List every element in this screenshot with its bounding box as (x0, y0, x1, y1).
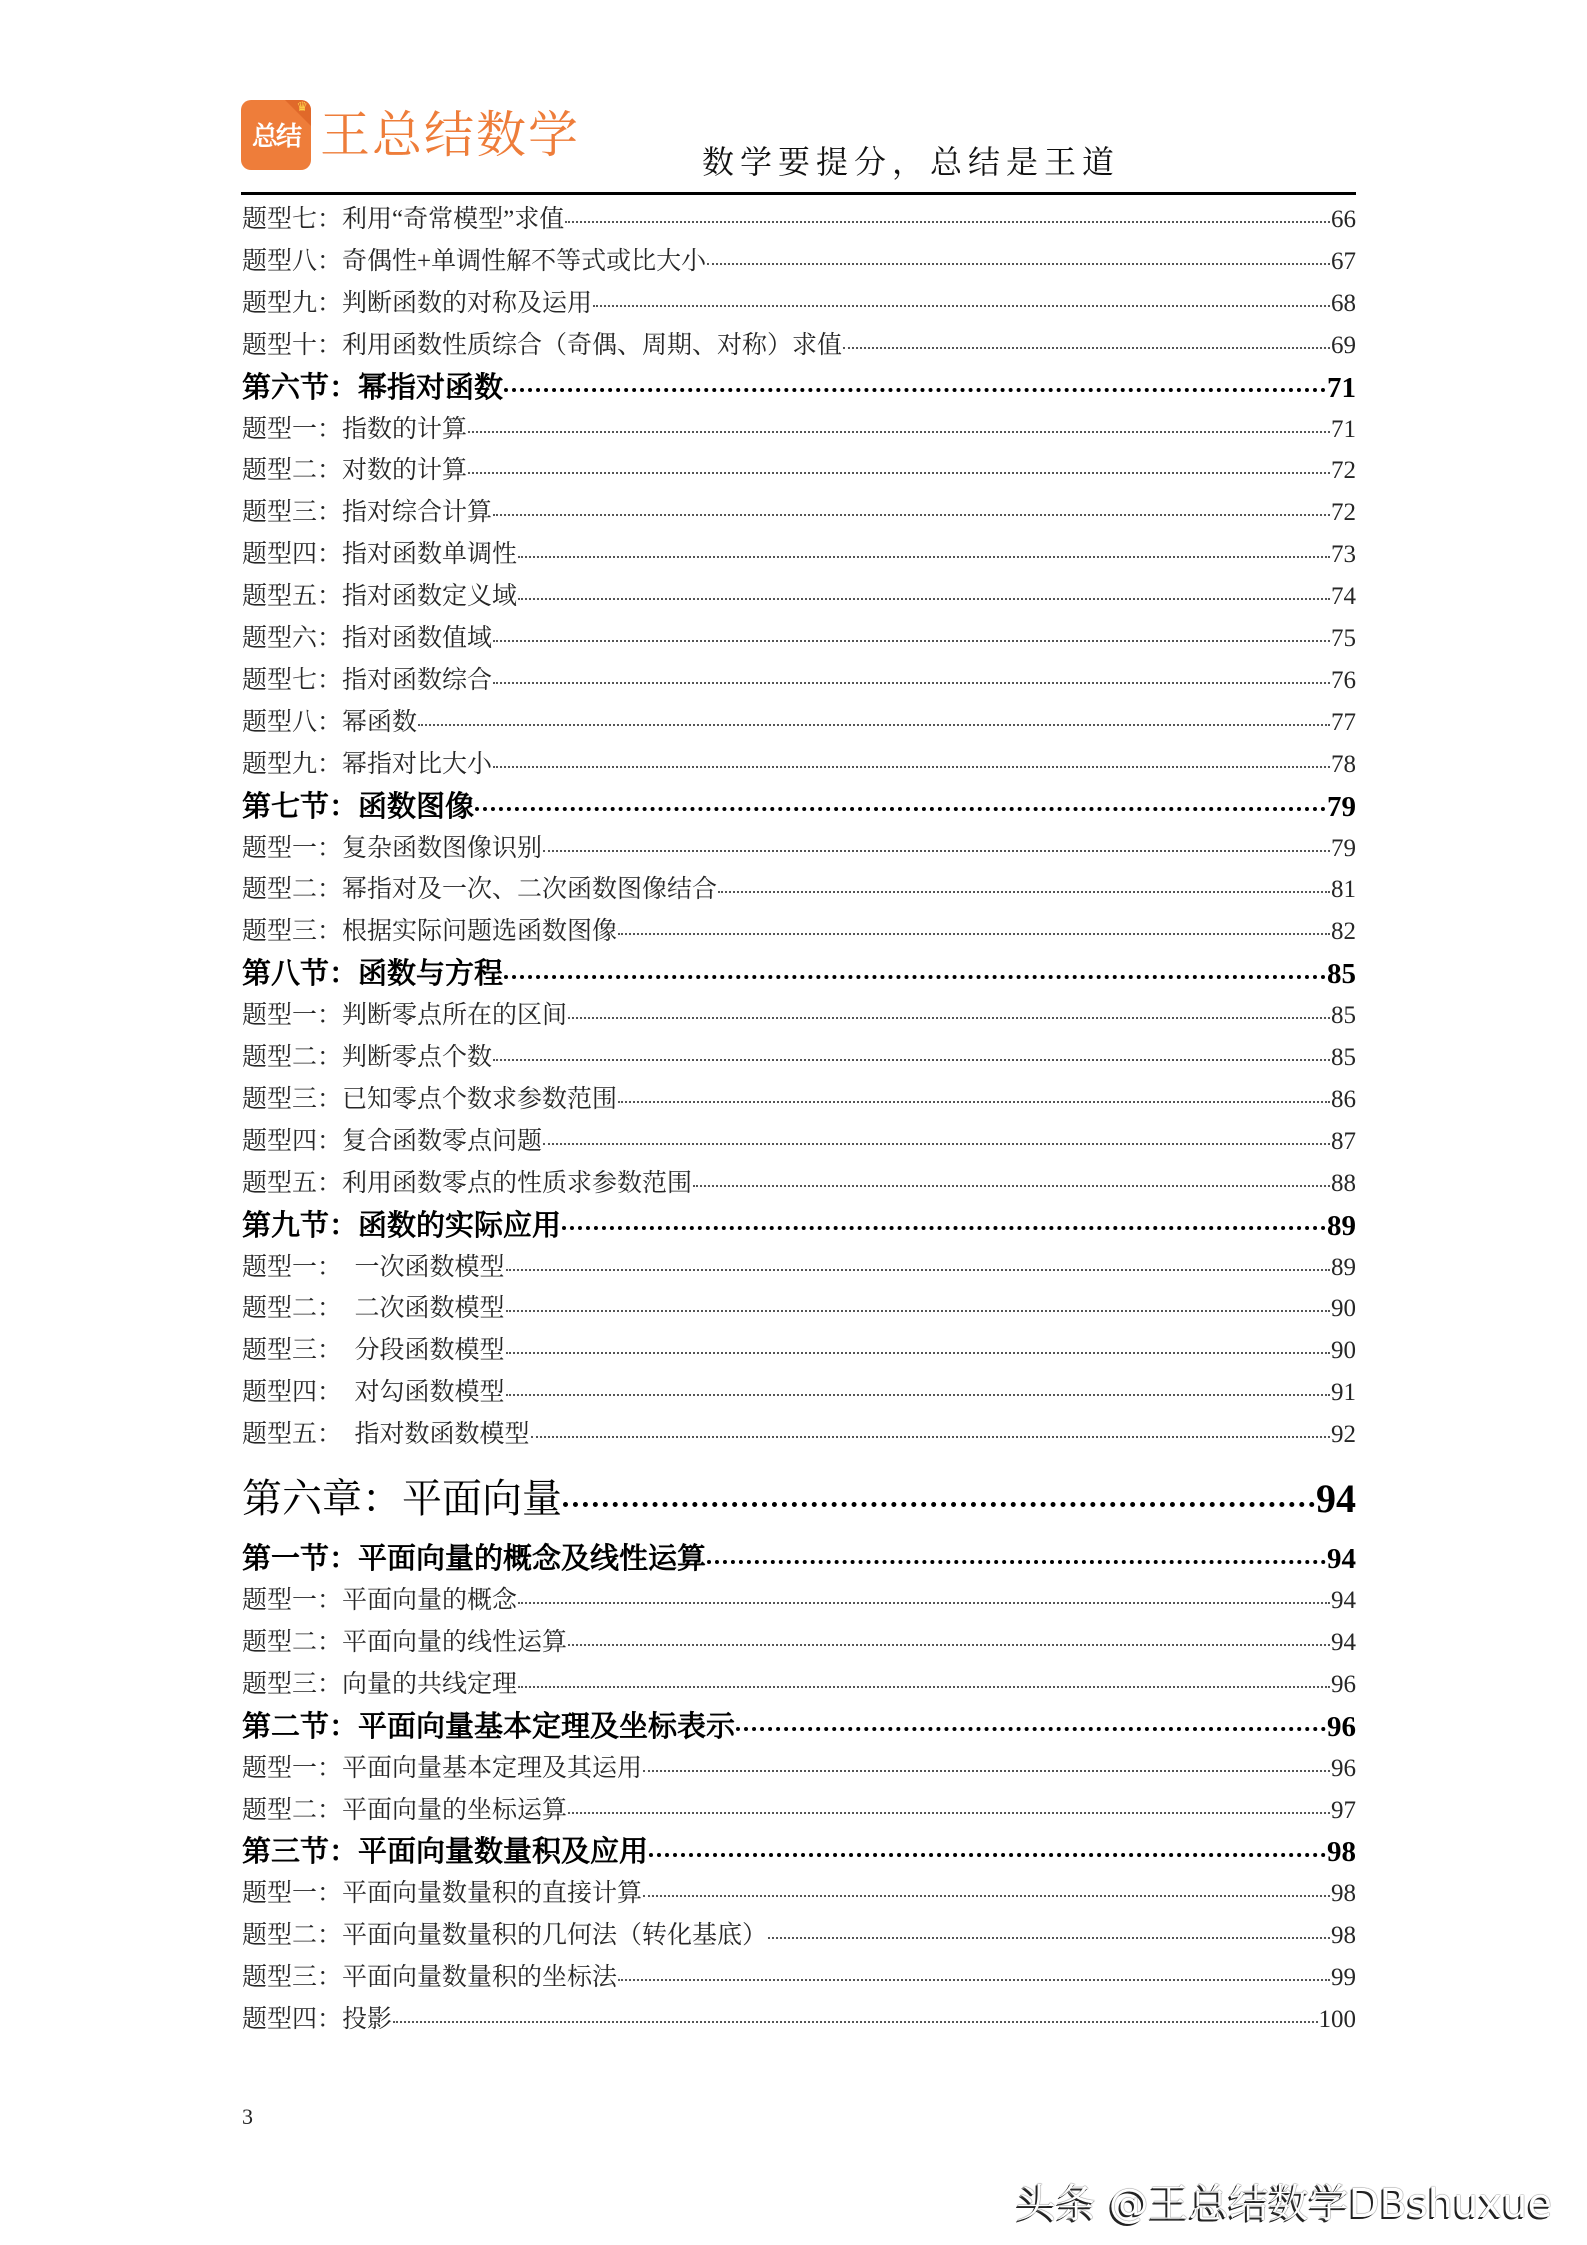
toc-topic-entry[interactable] (242, 1667, 1356, 1699)
toc-topic-entry[interactable] (242, 453, 1356, 485)
toc-entry-title: 题型四：指对函数单调性 (242, 541, 518, 569)
toc-chapter-entry[interactable] (242, 1472, 1356, 1522)
toc-entry-page: 91 (1331, 1379, 1356, 1407)
toc-entry-page: 76 (1331, 666, 1356, 694)
toc-topic-entry[interactable] (242, 1876, 1356, 1908)
dot-leader (693, 1166, 1330, 1191)
toc-entry-page: 89 (1331, 1253, 1356, 1281)
dot-leader (649, 1832, 1326, 1861)
toc-topic-entry[interactable] (242, 1625, 1356, 1657)
dot-leader (531, 1417, 1330, 1442)
dot-leader (518, 1667, 1330, 1692)
toc-entry-title: 题型七：指对函数综合 (242, 666, 493, 694)
dot-leader (493, 495, 1330, 520)
toc-entry-title: 题型九：判断函数的对称及运用 (242, 289, 593, 317)
dot-leader (518, 579, 1330, 604)
toc-entry-title: 题型二： 二次函数模型 (242, 1295, 505, 1323)
dot-leader (468, 453, 1330, 478)
dot-leader (506, 1375, 1330, 1400)
dot-leader (506, 1333, 1330, 1358)
dot-leader (568, 1625, 1330, 1650)
dot-leader (718, 872, 1330, 897)
toc-topic-entry[interactable] (242, 537, 1356, 569)
toc-entry-title: 题型二：幂指对及一次、二次函数图像结合 (242, 876, 718, 904)
toc-entry-page: 96 (1327, 1710, 1356, 1743)
toc-entry-title: 题型二：对数的计算 (242, 457, 468, 485)
toc-topic-entry[interactable] (242, 1583, 1356, 1615)
toc-topic-entry[interactable] (242, 579, 1356, 611)
toc-topic-entry[interactable] (242, 1333, 1356, 1365)
toc-topic-entry[interactable] (242, 705, 1356, 737)
dot-leader (504, 954, 1326, 983)
toc-entry-title: 第六节：幂指对函数 (242, 371, 504, 404)
toc-entry-page: 86 (1331, 1085, 1356, 1113)
toc-entry-title: 题型三：向量的共线定理 (242, 1670, 518, 1698)
toc-topic-entry[interactable] (242, 914, 1356, 946)
toc-entry-title: 题型五：利用函数零点的性质求参数范围 (242, 1169, 693, 1197)
toc-entry-page: 68 (1331, 289, 1356, 317)
toc-entry-title: 题型八：奇偶性+单调性解不等式或比大小 (242, 247, 707, 275)
toc-topic-entry[interactable] (242, 2002, 1356, 2034)
toc-entry-page: 97 (1331, 1796, 1356, 1824)
toc-entry-title: 题型五： 指对数函数模型 (242, 1421, 530, 1449)
toc-entry-page: 90 (1331, 1295, 1356, 1323)
toc-section-entry[interactable] (242, 954, 1356, 990)
toc-entry-page: 66 (1331, 206, 1356, 233)
toc-entry-title: 题型二：判断零点个数 (242, 1044, 493, 1071)
toc-entry-title: 第八节：函数与方程 (242, 958, 504, 991)
toc-entry-title: 第三节：平面向量数量积及应用 (242, 1836, 649, 1869)
toc-section-entry[interactable] (242, 1539, 1356, 1575)
toc-topic-entry[interactable] (242, 1375, 1356, 1407)
toc-topic-entry[interactable] (242, 831, 1356, 863)
toc-entry-title: 题型四： 对勾函数模型 (242, 1379, 505, 1407)
toc-topic-entry[interactable] (242, 1291, 1356, 1323)
dot-leader (643, 1751, 1330, 1776)
toc-entry-title: 题型三：根据实际问题选函数图像 (242, 918, 618, 946)
toc-entry-page: 100 (1318, 2006, 1356, 2033)
dot-leader (475, 787, 1326, 816)
toc-entry-page: 85 (1327, 958, 1356, 991)
brand-name: 王总结数学 (320, 106, 580, 164)
dot-leader (518, 537, 1330, 562)
dot-leader (518, 1583, 1330, 1608)
toc-entry-title: 题型一：判断零点所在的区间 (242, 1002, 568, 1030)
toc-entry-page: 75 (1331, 625, 1356, 652)
watermark: 头条 @王总结数学DBshuxue (1016, 2181, 1553, 2227)
dot-leader (543, 1124, 1330, 1149)
toc-entry-page: 81 (1331, 876, 1356, 904)
toc-entry-page: 98 (1331, 1922, 1356, 1950)
dot-leader (504, 368, 1326, 397)
logo-mark: 总结 (251, 122, 300, 152)
toc-section-entry[interactable] (242, 1707, 1356, 1743)
toc-topic-entry[interactable] (242, 202, 1356, 234)
toc-topic-entry[interactable] (242, 621, 1356, 653)
toc-topic-entry[interactable] (242, 1417, 1356, 1449)
toc-entry-title: 题型九：幂指对比大小 (242, 750, 493, 778)
toc-entry-page: 77 (1331, 708, 1356, 736)
header-divider (241, 192, 1356, 195)
toc-topic-entry[interactable] (242, 663, 1356, 695)
toc-topic-entry[interactable] (242, 747, 1356, 779)
dot-leader (768, 1918, 1330, 1943)
toc-section-entry[interactable] (242, 1832, 1356, 1868)
toc-entry-page: 94 (1331, 1628, 1356, 1656)
toc-entry-title: 题型三：指对综合计算 (242, 499, 493, 527)
dot-leader (493, 747, 1330, 772)
toc-entry-title: 题型一：指数的计算 (242, 415, 468, 443)
toc-entry-title: 题型三：已知零点个数求参数范围 (242, 1085, 618, 1113)
toc-section-entry[interactable] (242, 1206, 1356, 1242)
toc-entry-page: 72 (1331, 499, 1356, 527)
toc-topic-entry[interactable] (242, 1124, 1356, 1156)
toc-entry-title: 第七节：函数图像 (242, 790, 475, 823)
toc-entry-page: 90 (1331, 1337, 1356, 1365)
toc-entry-title: 第一节：平面向量的概念及线性运算 (242, 1543, 707, 1576)
dot-leader (493, 1040, 1330, 1065)
toc-entry-page: 98 (1331, 1880, 1356, 1908)
toc-entry-page: 69 (1331, 331, 1356, 359)
toc-entry-page: 79 (1331, 834, 1356, 862)
toc-entry-page: 94 (1316, 1476, 1356, 1522)
toc-entry-title: 题型一：平面向量数量积的直接计算 (242, 1880, 643, 1908)
toc-entry-title: 题型二：平面向量的坐标运算 (242, 1796, 568, 1824)
toc-entry-title: 题型五：指对函数定义域 (242, 583, 518, 611)
toc-topic-entry[interactable] (242, 1751, 1356, 1783)
toc-topic-entry[interactable] (242, 872, 1356, 904)
toc-topic-entry[interactable] (242, 412, 1356, 444)
toc-entry-page: 72 (1331, 457, 1356, 485)
toc-topic-entry[interactable] (242, 495, 1356, 527)
dot-leader (707, 244, 1330, 269)
toc-entry-page: 74 (1331, 583, 1356, 611)
toc-entry-title: 题型三： 分段函数模型 (242, 1337, 505, 1365)
dot-leader (736, 1707, 1326, 1736)
toc-entry-page: 71 (1331, 415, 1356, 443)
toc-entry-page: 99 (1331, 1964, 1356, 1992)
toc-section-entry[interactable] (242, 368, 1356, 404)
toc-entry-title: 题型一：平面向量基本定理及其运用 (242, 1754, 643, 1782)
toc-entry-title: 题型六：指对函数值域 (242, 625, 493, 652)
toc-entry-title: 题型二：平面向量的线性运算 (242, 1628, 568, 1656)
toc-entry-page: 94 (1331, 1587, 1356, 1614)
toc-entry-page: 96 (1331, 1754, 1356, 1782)
toc-entry-page: 78 (1331, 750, 1356, 778)
toc-topic-entry[interactable] (242, 1918, 1356, 1950)
toc-topic-entry[interactable] (242, 1960, 1356, 1992)
dot-leader (565, 202, 1330, 227)
toc-entry-title: 题型四：复合函数零点问题 (242, 1127, 543, 1155)
dot-leader (643, 1876, 1330, 1901)
dot-leader (506, 1291, 1330, 1316)
toc-entry-title: 题型八：幂函数 (242, 708, 418, 736)
dot-leader (543, 831, 1330, 856)
toc-entry-page: 73 (1331, 541, 1356, 569)
toc-topic-entry[interactable] (242, 1166, 1356, 1198)
toc-topic-entry[interactable] (242, 1793, 1356, 1825)
crown-icon: ♛ (296, 100, 308, 115)
dot-leader (418, 705, 1330, 730)
toc-entry-page: 92 (1331, 1421, 1356, 1449)
header-tagline: 数学要提分，总结是王道 (702, 143, 1121, 181)
toc-topic-entry[interactable] (242, 328, 1356, 360)
toc-entry-title: 题型四：投影 (242, 2006, 393, 2033)
toc-entry-page: 82 (1331, 918, 1356, 946)
toc-entry-title: 第九节：函数的实际应用 (242, 1209, 562, 1242)
toc-entry-title: 题型二：平面向量数量积的几何法（转化基底） (242, 1922, 768, 1950)
dot-leader (493, 663, 1330, 688)
dot-leader (843, 328, 1330, 353)
dot-leader (563, 1472, 1315, 1512)
toc-entry-page: 87 (1331, 1127, 1356, 1155)
toc-entry-title: 题型一：平面向量的概念 (242, 1587, 518, 1614)
page-number: 3 (242, 2104, 253, 2129)
toc-topic-entry[interactable] (242, 244, 1356, 276)
toc-topic-entry[interactable] (242, 1250, 1356, 1282)
dot-leader (593, 286, 1330, 311)
toc-entry-title: 第二节：平面向量基本定理及坐标表示 (242, 1710, 736, 1743)
toc-topic-entry[interactable] (242, 1040, 1356, 1072)
dot-leader (707, 1539, 1326, 1568)
dot-leader (506, 1250, 1330, 1275)
dot-leader (493, 621, 1330, 646)
toc-entry-title: 题型一：复杂函数图像识别 (242, 834, 543, 862)
toc-entry-title: 题型七：利用“奇常模型”求值 (242, 206, 565, 233)
dot-leader (618, 1082, 1330, 1107)
toc-entry-page: 88 (1331, 1169, 1356, 1197)
dot-leader (568, 998, 1330, 1023)
dot-leader (562, 1206, 1326, 1235)
toc-topic-entry[interactable] (242, 998, 1356, 1030)
toc-entry-page: 94 (1327, 1543, 1356, 1576)
toc-entry-page: 98 (1327, 1836, 1356, 1869)
dot-leader (618, 914, 1330, 939)
toc-entry-page: 85 (1331, 1002, 1356, 1030)
toc-section-entry[interactable] (242, 787, 1356, 823)
dot-leader (568, 1793, 1330, 1818)
toc-entry-page: 96 (1331, 1670, 1356, 1698)
toc-entry-title: 题型三：平面向量数量积的坐标法 (242, 1964, 618, 1992)
toc-entry-title: 题型一： 一次函数模型 (242, 1253, 505, 1281)
toc-entry-page: 89 (1327, 1209, 1356, 1242)
toc-entry-page: 71 (1327, 371, 1356, 404)
toc-entry-page: 67 (1331, 247, 1356, 275)
toc-entry-title: 题型十：利用函数性质综合（奇偶、周期、对称）求值 (242, 331, 843, 359)
toc-topic-entry[interactable] (242, 286, 1356, 318)
toc-entry-title: 第六章：平面向量 (242, 1476, 562, 1522)
toc-entry-page: 85 (1331, 1044, 1356, 1071)
dot-leader (618, 1960, 1330, 1985)
toc-topic-entry[interactable] (242, 1082, 1356, 1114)
toc-entry-page: 79 (1327, 790, 1356, 823)
dot-leader (468, 412, 1330, 437)
dot-leader (393, 2002, 1317, 2027)
logo-badge (241, 100, 311, 170)
